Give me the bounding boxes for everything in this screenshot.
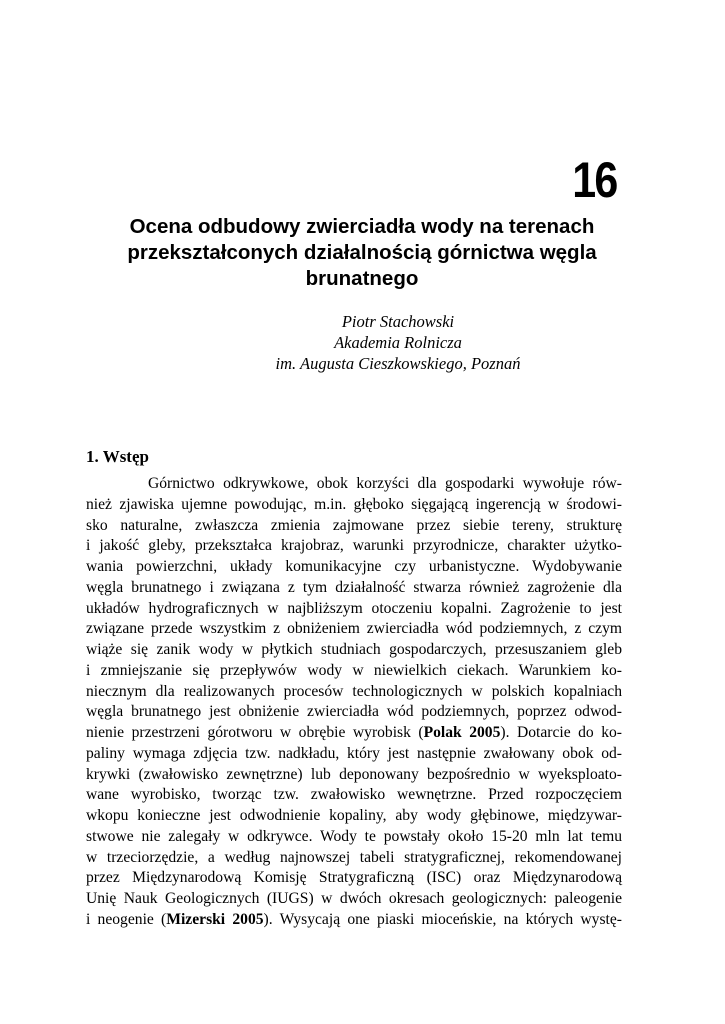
body-text-fragment: ). Wysycają one piaski mioceńskie, na których wystę- <box>263 910 622 928</box>
body-line: wania powierzchni, układy komunikacyjne czy urbanistyczne. Wydobywanie <box>86 558 622 575</box>
body-line: krywki (zwałowisko zewnętrzne) lub deponowany bezpośrednio w wyeksploato- <box>86 765 622 783</box>
author-block <box>84 311 640 374</box>
body-line: w trzeciorzędzie, a według najnowszej tabeli stratygraficznej, rekomendowanej <box>86 848 622 866</box>
body-line: związane przede wszystkim z obniżeniem zwierciadła wód podziemnych, z czym <box>86 620 622 638</box>
body-line: przez Międzynarodową Komisję Stratygraficzną (ISC) oraz Międzynarodową <box>86 869 622 887</box>
body-line: węgla brunatnego jest obniżenie zwierciadła wód podziemnych, poprzez odwod- <box>86 703 622 721</box>
body-text-fragment: ). Dotarcie do ko- <box>500 724 622 741</box>
body-line: węgla brunatnego i związana z tym działalność stwarza również zagrożenie dla <box>86 578 622 596</box>
body-text-fragment: i neogenie ( <box>86 910 167 928</box>
body-line: stwowe nie zalegały w odkrywce. Wody te powstały około 15-20 mln lat temu <box>86 827 622 845</box>
body-line: wiąże się zanik wody w płytkich studniach gospodarczych, przesuszaniem gleb <box>86 641 622 658</box>
body-text <box>86 474 622 931</box>
citation: Polak 2005 <box>423 724 501 741</box>
chapter-title <box>84 214 640 292</box>
body-line: niecznym dla realizowanych procesów technologicznych w polskich kopalniach <box>86 682 622 700</box>
body-line: Unię Nauk Geologicznych (IUGS) w dwóch okresach geologicznych: paleogenie <box>86 890 622 907</box>
citation: Mizerski 2005 <box>166 910 264 928</box>
title-line: przekształconych działalnością górnictwa węgla <box>127 241 597 264</box>
body-line: i zmniejszanie się przepływów wody w niewielkich ciekach. Warunkiem ko- <box>86 661 622 679</box>
title-line: brunatnego <box>305 267 419 290</box>
body-line-with-citation <box>86 910 622 931</box>
section-heading: 1. Wstęp <box>86 447 149 466</box>
chapter-number: 16 <box>572 152 617 208</box>
title-line: Ocena odbudowy zwierciadła wody na terenach <box>129 215 595 238</box>
body-line: Górnictwo odkrywkowe, obok korzyści dla gospodarki wywołuje rów- <box>148 475 622 492</box>
author-name: Piotr Stachowski <box>341 312 455 331</box>
author-affiliation-detail: im. Augusta Cieszkowskiego, Poznań <box>275 354 521 373</box>
body-text-fragment: nienie przestrzeni górotworu w obrębie wyrobisk ( <box>86 724 424 741</box>
body-line: układów hydrograficznych w najbliższym otoczeniu kopalni. Zagrożenie to jest <box>86 599 622 617</box>
body-line: wane wyrobisko, tworząc tzw. zwałowisko wewnętrzne. Przed rozpoczęciem <box>86 786 622 804</box>
body-line: wkopu konieczne jest odwodnienie kopaliny, aby wody głębinowe, międzywar- <box>86 807 622 824</box>
body-line-with-citation <box>86 723 622 744</box>
body-line: paliny wymaga zdjęcia tzw. nadkładu, który jest następnie zwałowany obok od- <box>86 744 622 762</box>
body-line: sko naturalne, zwłaszcza zmienia zajmowane przez siebie tereny, strukturę <box>86 516 622 534</box>
author-affiliation: Akademia Rolnicza <box>334 333 462 352</box>
body-line: i jakość gleby, przekształca krajobraz, warunki przyrodnicze, charakter użytko- <box>86 537 622 555</box>
body-line: nież zjawiska ujemne powodując, m.in. głęboko sięgającą ingerencją w środowi- <box>86 495 622 513</box>
